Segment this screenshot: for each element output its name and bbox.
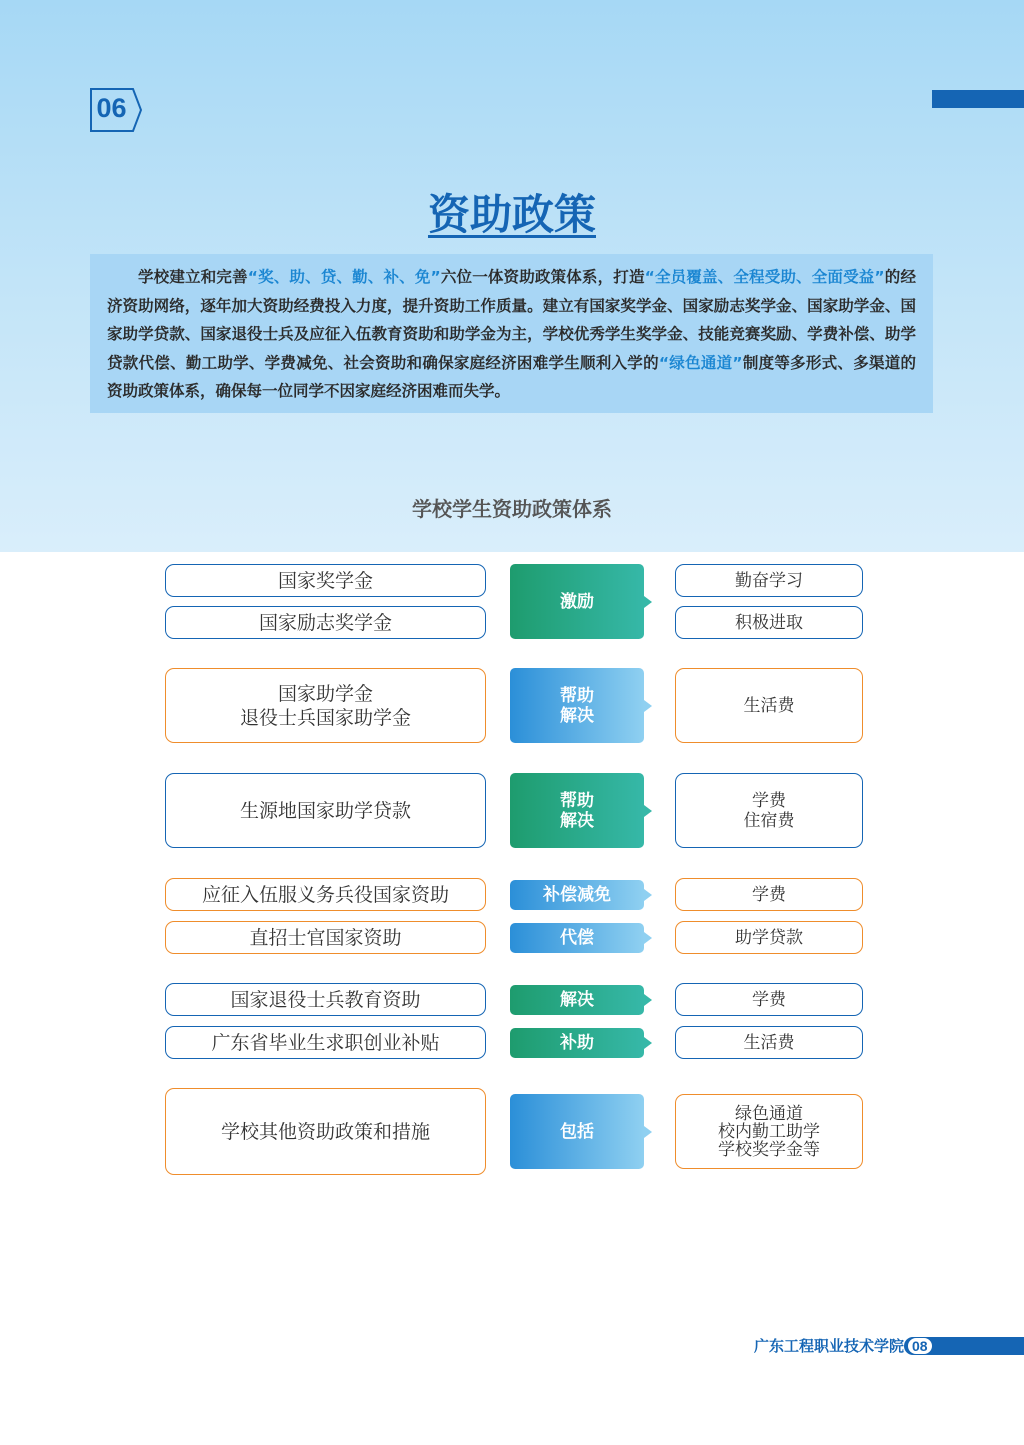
relation-label: 解决 xyxy=(560,810,594,831)
section-number-badge xyxy=(90,88,142,132)
intro-text-2: 六位一体资助政策体系，打造 xyxy=(440,268,645,286)
policy-box xyxy=(165,983,486,1016)
policy-box xyxy=(165,1026,486,1059)
policy-label: 直招士官国家资助 xyxy=(249,926,402,949)
page-number-badge xyxy=(908,1338,932,1354)
policy-box xyxy=(165,606,486,639)
policy-label: 退役士兵国家助学金 xyxy=(239,706,411,729)
outcome-label: 学费 xyxy=(752,989,786,1010)
relation-label: 解决 xyxy=(560,705,594,726)
policy-label: 国家助学金 xyxy=(277,682,373,705)
intro-text-4: 制度等多形式、多渠道的资助政策体系，确保每一位同学不因家庭经济困难而失学。 xyxy=(107,353,916,400)
outcome-label: 生活费 xyxy=(743,695,795,716)
page-title: 资助政策 xyxy=(427,190,596,239)
intro-highlight-3: “绿色通道” xyxy=(658,353,743,372)
relation-tag xyxy=(510,564,644,639)
corner-accent-bar xyxy=(932,90,1024,108)
policy-box xyxy=(165,878,486,911)
outcome-box xyxy=(675,564,863,597)
outcome-label: 住宿费 xyxy=(743,810,795,831)
intro-text-3: 的经济资助网络，逐年加大资助经费投入力度，提升资助工作质量。建立有国家奖学金、国家励志奖学金、国家助学金、国家助学贷款、国家退役士兵及应征入伍教育资助和助学金为主，学校优秀学生奖学金、技能竞赛奖励、学费补偿、助学贷款代偿、勤工助学、学费减免、社会资助和确保家庭经济困难学生顺利入学的 xyxy=(107,268,916,372)
outcome-box xyxy=(675,1026,863,1059)
policy-box xyxy=(165,564,486,597)
relation-tag xyxy=(510,1028,644,1058)
relation-label: 帮助 xyxy=(560,685,594,706)
outcome-box xyxy=(675,773,863,848)
policy-label: 学校其他资助政策和措施 xyxy=(220,1120,430,1143)
relation-tag xyxy=(510,1094,644,1169)
outcome-label: 积极进取 xyxy=(735,612,803,633)
policy-label: 应征入伍服义务兵役国家资助 xyxy=(201,883,449,906)
relation-label: 代偿 xyxy=(560,928,594,948)
outcome-label: 生活费 xyxy=(743,1032,795,1053)
policy-box xyxy=(165,668,486,743)
policy-label: 国家励志奖学金 xyxy=(258,611,392,634)
outcome-label: 绿色通道 xyxy=(735,1103,803,1124)
intro-text-1: 学校建立和完善 xyxy=(138,268,248,286)
relation-tag xyxy=(510,880,644,910)
relation-tag xyxy=(510,773,644,848)
outcome-box xyxy=(675,1094,863,1169)
outcome-box xyxy=(675,878,863,911)
outcome-label: 校内勤工助学 xyxy=(718,1121,820,1142)
page-number: 08 xyxy=(912,1338,928,1354)
outcome-box xyxy=(675,983,863,1016)
policy-label: 国家奖学金 xyxy=(277,569,373,592)
relation-tag xyxy=(510,668,644,743)
intro-panel xyxy=(90,254,933,413)
policy-box xyxy=(165,1088,486,1175)
outcome-label: 学费 xyxy=(752,884,786,905)
intro-highlight-1: “奖、助、贷、勤、补、免” xyxy=(247,268,441,286)
intro-highlight-2: “全员覆盖、全程受助、全面受益” xyxy=(644,268,885,286)
policy-label: 广东省毕业生求职创业补贴 xyxy=(211,1031,440,1054)
policy-label: 生源地国家助学贷款 xyxy=(239,799,411,822)
relation-label: 激励 xyxy=(560,591,594,612)
outcome-label: 勤奋学习 xyxy=(735,570,803,591)
outcome-label: 助学贷款 xyxy=(735,927,803,948)
policy-label: 国家退役士兵教育资助 xyxy=(230,988,421,1011)
diagram-title: 学校学生资助政策体系 xyxy=(412,497,612,521)
outcome-label: 学费 xyxy=(752,790,786,811)
footer-institution-name: 广东工程职业技术学院 xyxy=(753,1337,904,1355)
relation-label: 补偿减免 xyxy=(543,885,611,905)
relation-label: 包括 xyxy=(560,1121,594,1142)
outcome-box xyxy=(675,668,863,743)
policy-box xyxy=(165,773,486,848)
policy-box xyxy=(165,921,486,954)
relation-label: 帮助 xyxy=(560,790,594,811)
outcome-box xyxy=(675,606,863,639)
outcome-box xyxy=(675,921,863,954)
outcome-label: 学校奖学金等 xyxy=(718,1139,820,1160)
relation-label: 补助 xyxy=(560,1033,594,1053)
relation-tag xyxy=(510,985,644,1015)
relation-tag xyxy=(510,923,644,953)
relation-label: 解决 xyxy=(560,990,594,1010)
intro-paragraph xyxy=(107,263,916,406)
section-number: 06 xyxy=(96,93,127,123)
